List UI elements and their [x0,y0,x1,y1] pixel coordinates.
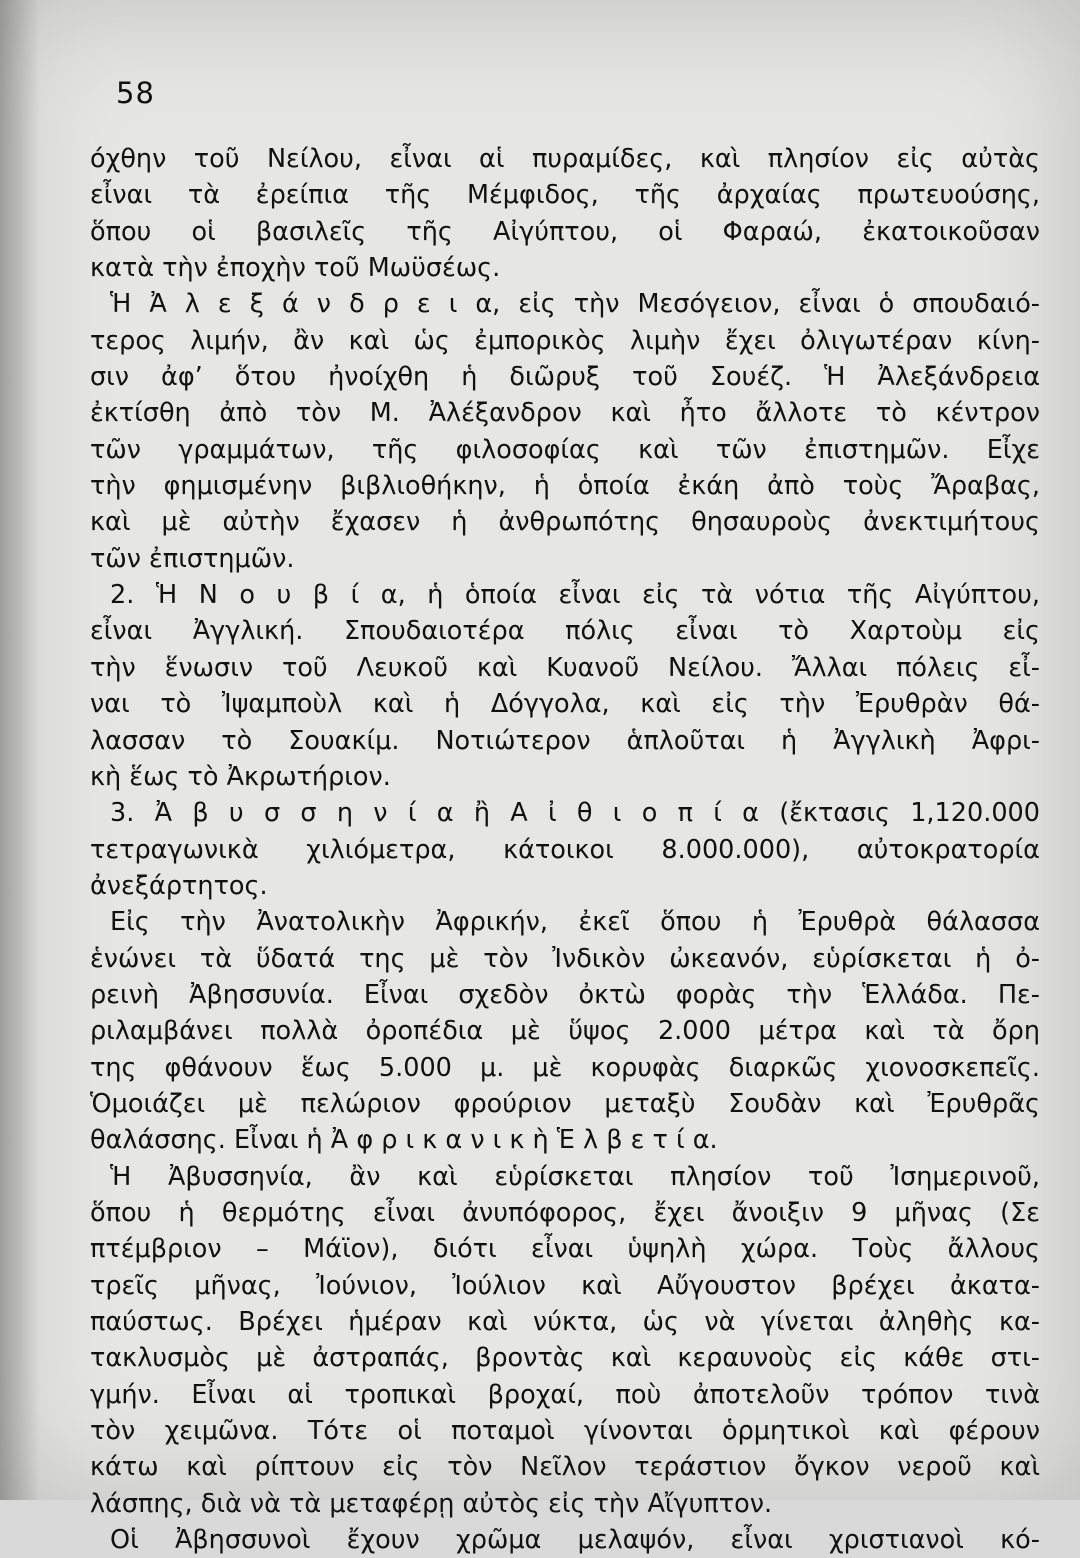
text-line: ἀνεξάρτητος. [90,870,268,901]
text-line: ὅπου ἡ θερμότης εἶναι ἀνυπόφορος, ἔχει ἄνοιξιν 9 μῆνας (Σε [90,1197,1040,1228]
text-line: ρεινὴ Ἀβησσυνία. Εἶναι σχεδὸν ὀκτὼ φορὰς τὴν Ἑλλάδα. Πε- [90,979,1040,1010]
text-line: ναι τὸ Ἰψαμποὺλ καὶ ἡ Δόγγολα, καὶ εἰς τὴν Ἐρυθρὰν θά- [90,689,1040,720]
text-line: κατὰ τὴν ἐποχὴν τοῦ Μωϋσέως. [90,253,501,284]
text-line: καὶ μὲ αὐτὴν ἔχασεν ἡ ἀνθρωπότης θησαυροὺς ἀνεκτιμήτους [90,507,1040,538]
text-line: ἐκτίσθη ἀπὸ τὸν Μ. Ἀλέξανδρον καὶ ἦτο ἄλλοτε τὸ κέντρον [90,398,1040,429]
body-text [90,141,1040,1558]
text-line: Ὁμοιάζει μὲ πελώριον φρούριον μεταξὺ Σουδὰν καὶ Ἐρυθρᾶς [90,1088,1040,1119]
text-line: 2. Ἡ Ν ο υ β ί α, ἡ ὁποία εἶναι εἰς τὰ νότια τῆς Αἰγύπτου, [110,580,1040,611]
text-line: εἶναι τὰ ἐρείπια τῆς Μέμφιδος, τῆς ἀρχαίας πρωτευούσης, [90,180,1040,211]
text-line: λασσαν τὸ Σουακίμ. Νοτιώτερον ἁπλοῦται ἡ Ἀγγλικὴ Ἀφρι- [90,725,1040,756]
text-line: θαλάσσης. Εἶναι ἡ Ἀ φ ρ ι κ α ν ι κ ὴ Ἑ λ β ε τ ί α. [90,1125,718,1156]
text-line: κὴ ἕως τὸ Ἀκρωτήριον. [90,761,391,792]
text-line: τὴν ἕνωσιν τοῦ Λευκοῦ καὶ Κυανοῦ Νείλου. Ἄλλαι πόλεις εἶ- [90,652,1040,683]
page-number: 58 [116,76,155,110]
text-line: όχθην τοῦ Νείλου, εἶναι αἱ πυραμίδες, καὶ πλησίον εἰς αὐτὰς [90,144,1040,174]
text-line: γμήν. Εἶναι αἱ τροπικαὶ βροχαί, ποὺ ἀποτελοῦν τρόπον τινὰ [90,1379,1040,1410]
text-line: τὸν χειμῶνα. Τότε οἱ ποταμοὶ γίνονται ὁρμητικοὶ καὶ φέρουν [90,1416,1040,1447]
text-line: παύστως. Βρέχει ἡμέραν καὶ νύκτα, ὡς νὰ γίνεται ἀληθὴς κα- [90,1307,1040,1337]
text-line: ριλαμβάνει πολλὰ ὀροπέδια μὲ ὕψος 2.000 μέτρα καὶ τὰ ὄρη [90,1016,1040,1047]
text-line: τρεῖς μῆνας, Ἰούνιον, Ἰούλιον καὶ Αὔγουστον βρέχει ἀκατα- [90,1270,1040,1301]
text-line: λάσπης, διὰ νὰ τὰ μεταφέρῃ αὐτὸς εἰς τὴν Αἴγυπτον. [90,1488,773,1519]
text-line: τακλυσμὸς μὲ ἀστραπάς, βροντὰς καὶ κεραυνοὺς εἰς κάθε στι- [90,1343,1040,1374]
text-line: πτέμβριον – Μάϊον), διότι εἶναι ὑψηλὴ χώρα. Τοὺς ἄλλους [90,1234,1040,1265]
text-line: τετραγωνικὰ χιλιόμετρα, κάτοικοι 8.000.000), αὐτοκρατορία [90,834,1040,865]
text-line: 3. Ἀ β υ σ σ η ν ί α ἢ Α ἰ θ ι ο π ί α (ἔκτασις 1,120.000 [110,798,1040,829]
text-line: της φθάνουν ἕως 5.000 μ. μὲ κορυφὰς διαρκῶς χιονοσκεπεῖς. [90,1052,1040,1083]
text-line: ὅπου οἱ βασιλεῖς τῆς Αἰγύπτου, οἱ Φαραώ, ἐκατοικοῦσαν [90,216,1040,247]
text-line: τερος λιμήν, ἂν καὶ ὡς ἐμπορικὸς λιμὴν ἔχει ὀλιγωτέραν κίνη- [90,325,1040,356]
text-line: κάτω καὶ ρίπτουν εἰς τὸν Νεῖλον τεράστιον ὄγκον νεροῦ καὶ [90,1452,1040,1483]
text-line: σιν ἀφ’ ὅτου ἠνοίχθη ἡ διῶρυξ τοῦ Σουέζ. Ἡ Ἀλεξάνδρεια [90,362,1040,393]
text-line: Οἱ Ἀβησσυνοὶ ἔχουν χρῶμα μελαψόν, εἶναι χριστιανοὶ κό- [110,1525,1040,1556]
text-line: τῶν γραμμάτων, τῆς φιλοσοφίας καὶ τῶν ἐπιστημῶν. Εἶχε [90,434,1040,465]
text-line: τῶν ἐπιστημῶν. [90,543,295,574]
text-line: Ἡ Ἀβυσσηνία, ἂν καὶ εὑρίσκεται πλησίον τοῦ Ἰσημερινοῦ, [110,1161,1040,1192]
text-line: τὴν φημισμένην βιβλιοθήκην, ἡ ὁποία ἐκάη ἀπὸ τοὺς Ἄραβας, [90,471,1040,502]
text-line: εἶναι Ἀγγλική. Σπουδαιοτέρα πόλις εἶναι τὸ Χαρτοὺμ εἰς [90,616,1040,647]
spine-shadow [0,0,40,1500]
text-line: Εἰς τὴν Ἀνατολικὴν Ἀφρικήν, ἐκεῖ ὅπου ἡ Ἐρυθρὰ θάλασσα [110,907,1040,938]
text-line: Ἡ Ἀ λ ε ξ ά ν δ ρ ε ι α, εἰς τὴν Μεσόγειον, εἶναι ὁ σπουδαιό- [110,289,1040,320]
text-line: ἑνώνει τὰ ὕδατά της μὲ τὸν Ἰνδικὸν ὠκεανόν, εὑρίσκεται ἡ ὀ- [90,943,1040,974]
